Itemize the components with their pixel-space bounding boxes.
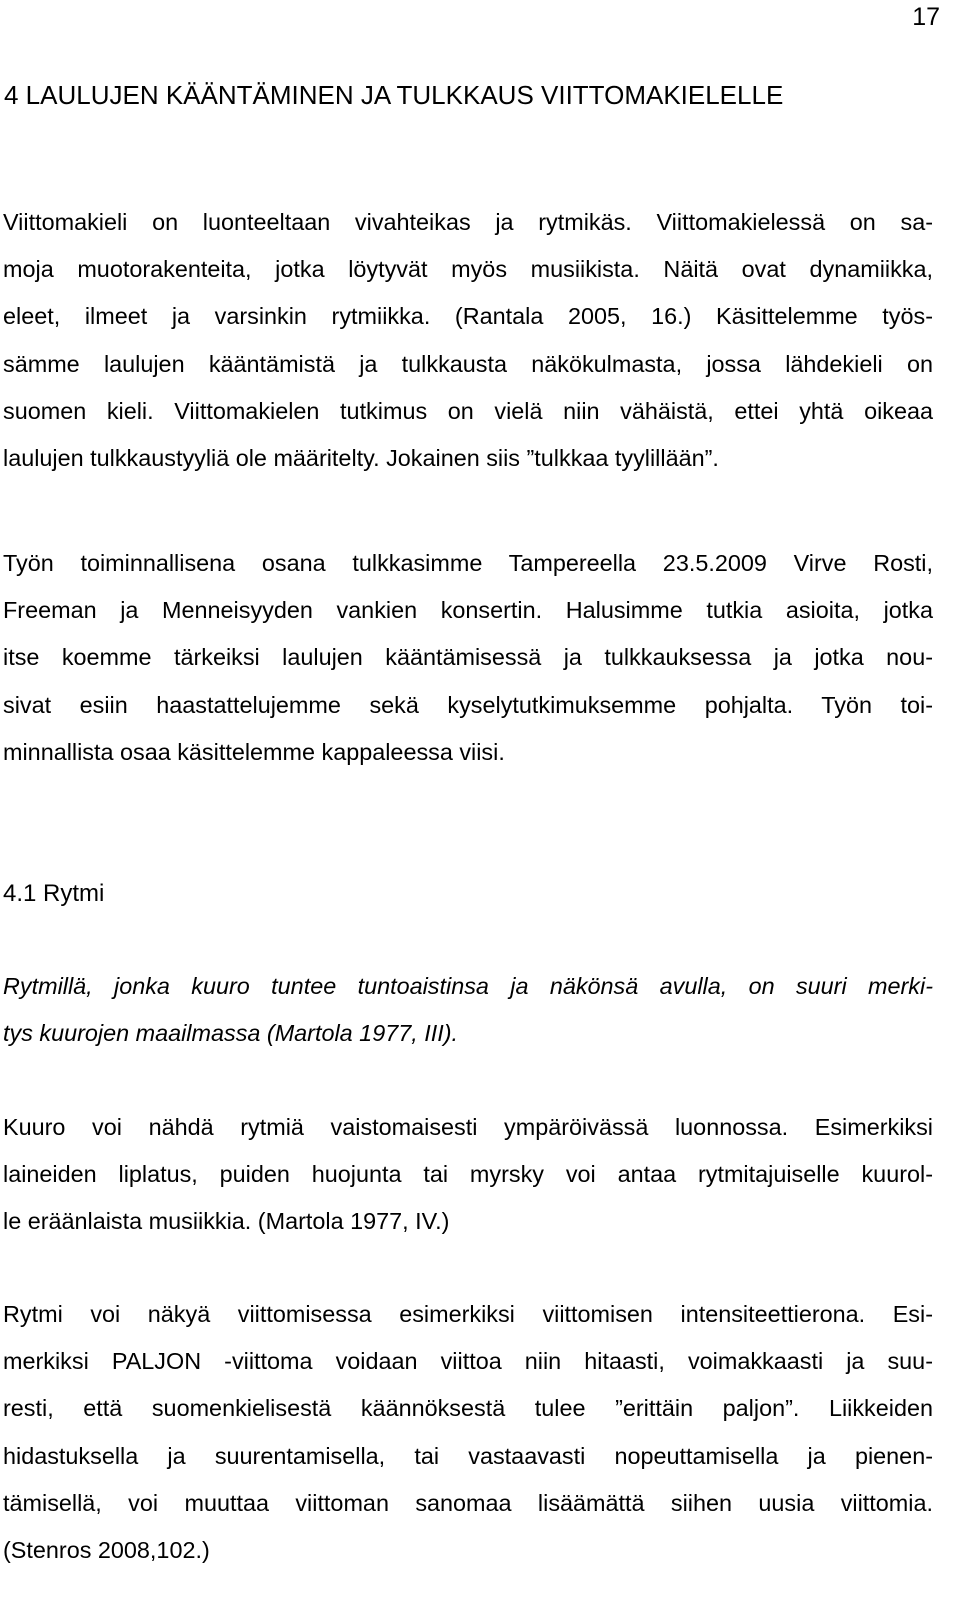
paragraph-practical — [3, 540, 933, 776]
text-line: resti, että suomenkielisestä käännöksestä tulee ”erittäin paljon”. Liikkeiden — [3, 1395, 933, 1422]
text-line: laulujen tulkkaustyyliä ole määritelty. Jokainen siis ”tulkkaa tyylillään”. — [3, 445, 719, 472]
chapter-title: 4 LAULUJEN KÄÄNTÄMINEN JA TULKKAUS VIITTOMAKIELELLE — [4, 80, 784, 110]
text-line: itse koemme tärkeiksi laulujen kääntämisessä ja tulkkauksessa ja jotka nou- — [3, 644, 933, 671]
text-line: Rytmillä, jonka kuuro tuntee tuntoaistinsa ja näkönsä avulla, on suuri merki- — [3, 973, 933, 999]
paragraph-rhythm-quote — [3, 963, 933, 1057]
text-line: tämisellä, voi muuttaa viittoman sanomaa lisäämättä siihen uusia viittomia. — [3, 1489, 933, 1516]
text-line: tys kuurojen maailmassa (Martola 1977, III). — [3, 1020, 458, 1047]
text-line: le eräänlaista musiikkia. (Martola 1977, IV.) — [3, 1208, 450, 1235]
text-line: Viittomakieli on luonteeltaan vivahteikas ja rytmikäs. Viittomakielessä on sa- — [3, 209, 933, 235]
text-line: laineiden liplatus, puiden huojunta tai myrsky voi antaa rytmitajuiselle kuurol- — [3, 1161, 933, 1188]
section-heading: 4.1 Rytmi — [3, 880, 105, 907]
text-line: Rytmi voi näkyä viittomisessa esimerkiksi viittomisen intensiteettierona. Esi- — [3, 1301, 933, 1327]
text-line: Freeman ja Menneisyyden vankien konsertin. Halusimme tutkia asioita, jotka — [3, 597, 933, 624]
text-line: sivat esiin haastattelujemme sekä kyselytutkimuksemme pohjalta. Työn toi- — [3, 691, 933, 718]
text-line: hidastuksella ja suurentamisella, tai vastaavasti nopeuttamisella ja pienen- — [3, 1442, 933, 1469]
text-line: moja muotorakenteita, jotka löytyvät myös musiikista. Näitä ovat dynamiikka, — [3, 256, 933, 283]
paragraph-signing-rhythm — [3, 1291, 933, 1574]
paragraph-intro — [3, 199, 933, 482]
text-line: sämme laulujen kääntämistä ja tulkkausta näkökulmasta, jossa lähdekieli on — [3, 350, 933, 377]
text-line: suomen kieli. Viittomakielen tutkimus on vielä niin vähäistä, ettei yhtä oikeaa — [3, 397, 933, 424]
text-line: Työn toiminnallisena osana tulkkasimme Tampereella 23.5.2009 Virve Rosti, — [3, 550, 933, 576]
text-line: Kuuro voi nähdä rytmiä vaistomaisesti ympäröivässä luonnossa. Esimerkiksi — [3, 1114, 933, 1140]
text-line: eleet, ilmeet ja varsinkin rytmiikka. (Rantala 2005, 16.) Käsittelemme työs- — [3, 303, 933, 330]
text-line: merkiksi PALJON -viittoma voidaan viittoa niin hitaasti, voimakkaasti ja suu- — [3, 1348, 933, 1375]
text-line: (Stenros 2008,102.) — [3, 1537, 210, 1564]
text-line: minnallista osaa käsittelemme kappaleessa viisi. — [3, 738, 505, 765]
page-number: 17 — [912, 3, 940, 31]
paragraph-nature-rhythm — [3, 1104, 933, 1246]
